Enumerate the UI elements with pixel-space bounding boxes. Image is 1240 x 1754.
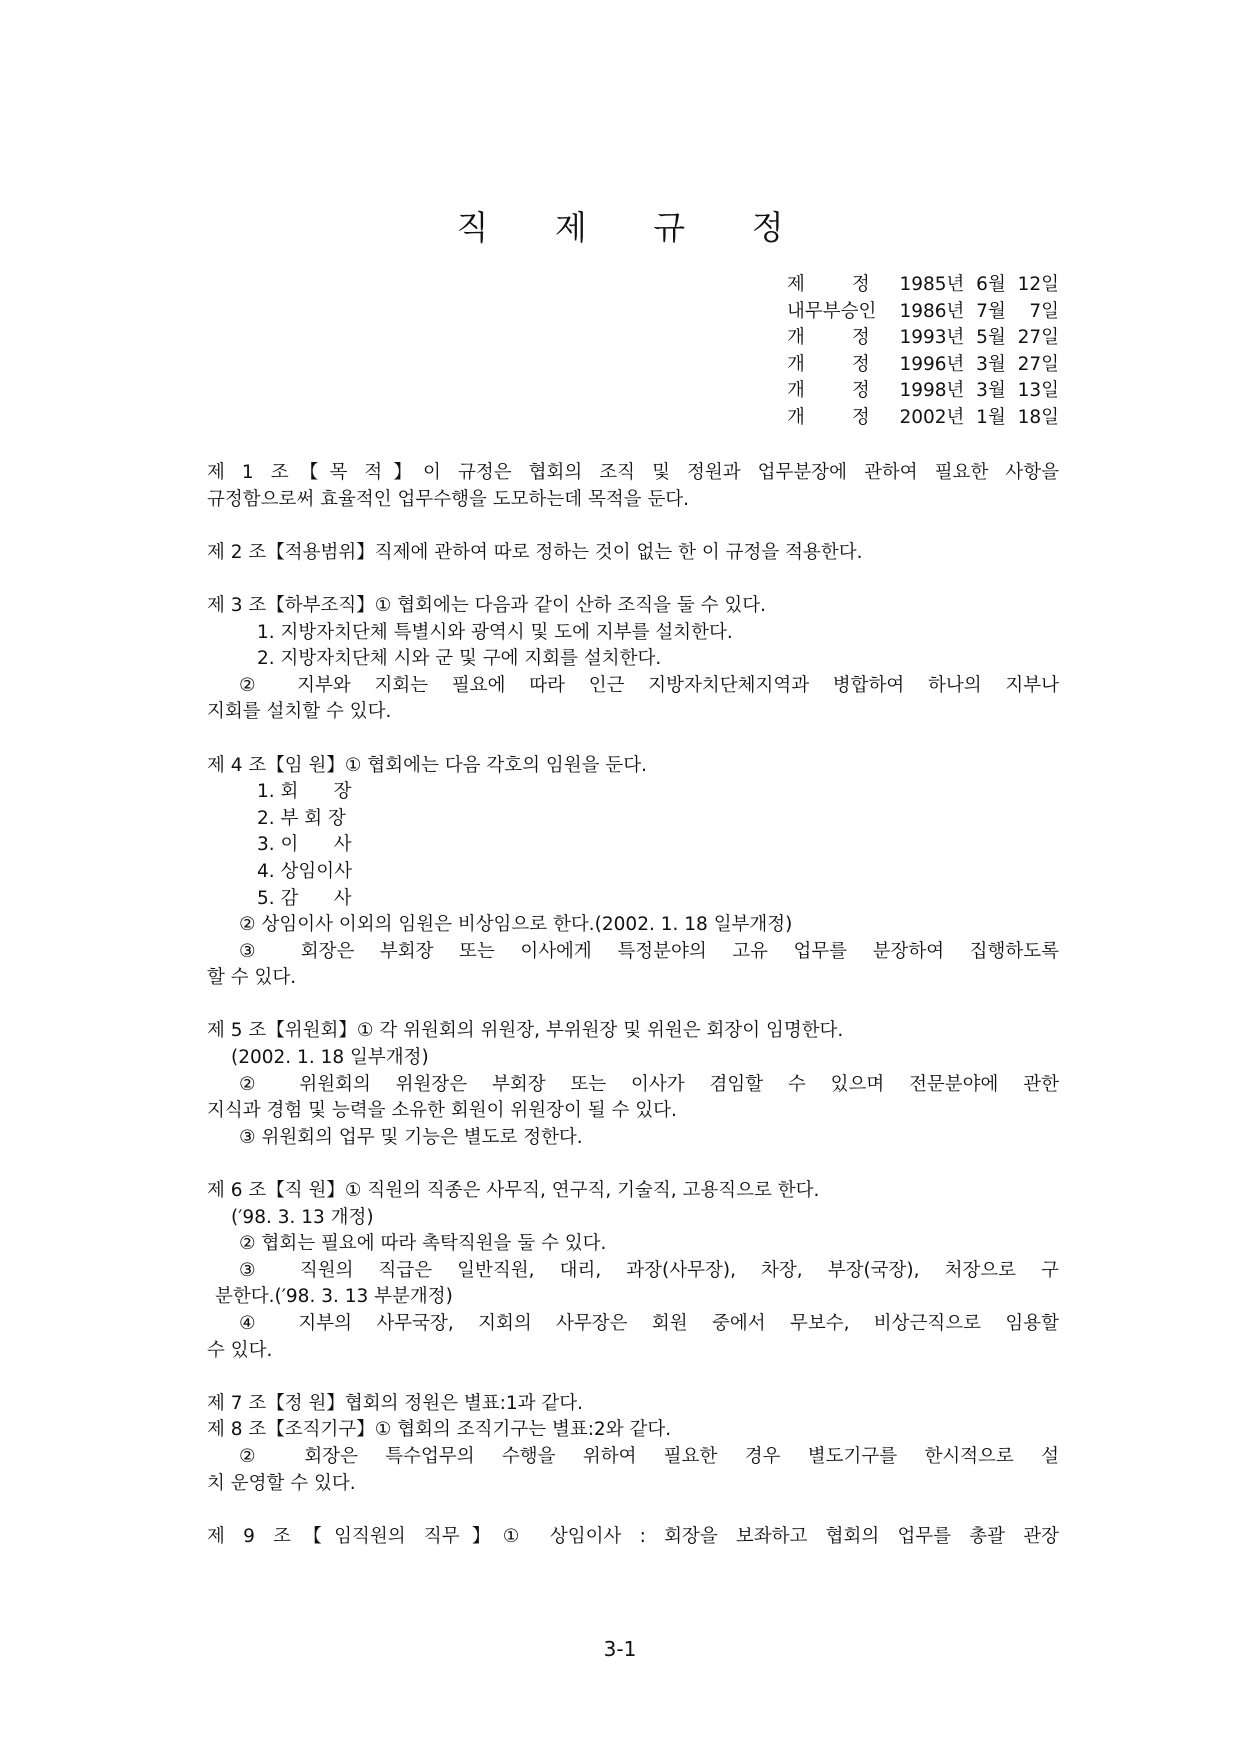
article-item: 4. 상임이사 [257,860,353,882]
revision-row [787,352,1059,379]
article-paragraph: 지회를 설치할 수 있다. [207,701,392,723]
article-9 [207,1524,1059,1551]
revision-history [787,272,1059,432]
article-4 [207,753,1059,992]
article-5 [207,1018,1059,1151]
regulation-body [207,460,1059,1577]
revision-date: 1985년 6월 12일 [899,274,1059,295]
revision-date: 1998년 3월 13일 [899,380,1059,402]
article-item: 1. 회 장 [257,781,352,803]
article-paragraph: ② 회장은 특수업무의 수행을 위하여 필요한 경우 별도기구를 한시적으로 설 [239,1445,1059,1467]
article-8 [207,1417,1059,1497]
revision-date: 1993년 5월 27일 [899,327,1059,349]
article-paragraph: 치 운영할 수 있다. [207,1472,356,1494]
revision-row [787,405,1059,432]
document-title: 직 제 규 정 [456,208,812,247]
revision-row [787,299,1059,326]
article-amendment: (2002. 1. 18 일부개정) [231,1047,429,1069]
article-paragraph: ④ 지부의 사무국장, 지회의 사무장은 회원 중에서 무보수, 비상근직으로 임용할 [239,1313,1059,1334]
revision-label: 제 정 [787,274,870,295]
article-2 [207,540,1059,567]
article-paragraph: 수 있다. [207,1339,273,1361]
article-paragraph: ② 위원회의 위원장은 부회장 또는 이사가 겸임할 수 있으며 전문분야에 관한 [239,1073,1059,1095]
article-text: 제 7 조【정 원】협회의 정원은 별표:1과 같다. [207,1392,584,1414]
article-paragraph: ② 지부와 지회는 필요에 따라 인근 지방자치단체지역과 병합하여 하나의 지부나 [239,674,1059,696]
revision-row [787,272,1059,299]
revision-date: 1996년 3월 27일 [899,353,1059,375]
article-3 [207,593,1059,726]
article-item: 2. 부 회 장 [257,807,346,829]
revision-row [787,325,1059,352]
article-paragraph: ③ 직원의 직급은 일반직원, 대리, 과장(사무장), 차장, 부장(국장), 처장으로 구 [239,1259,1059,1281]
article-item: 5. 감 사 [257,887,352,909]
article-paragraph: 할 수 있다. [207,967,297,989]
article-7 [207,1391,1059,1418]
article-paragraph: 분한다.(′98. 3. 13 부분개정) [215,1286,453,1308]
article-1 [207,460,1059,513]
article-paragraph: ② 상임이사 이외의 임원은 비상임으로 한다.(2002. 1. 18 일부개정) [239,914,793,936]
article-paragraph: 지식과 경험 및 능력을 소유한 회원이 위원장이 될 수 있다. [207,1100,677,1122]
revision-row [787,378,1059,405]
article-text: 제 1 조【목 적】이 규정은 협회의 조직 및 정원과 업무분장에 관하여 필요한 사항을 [207,462,1059,483]
article-paragraph: ③ 회장은 부회장 또는 이사에게 특정분야의 고유 업무를 분장하여 집행하도록 [239,940,1059,962]
revision-date: 1986년 7월 7일 [899,300,1059,322]
revision-label: 개 정 [787,380,870,402]
article-text: 제 6 조【직 원】① 직원의 직종은 사무직, 연구직, 기술직, 고용직으로 한다. [207,1180,820,1202]
article-text: 제 8 조【조직기구】① 협회의 조직기구는 별표:2와 같다. [207,1419,672,1441]
revision-label: 내무부승인 [787,300,877,322]
article-text: 제 4 조【임 원】① 협회에는 다음 각호의 임원을 둔다. [207,754,647,776]
revision-label: 개 정 [787,406,870,428]
revision-date: 2002년 1월 18일 [899,406,1059,428]
article-text: 제 9 조【임직원의 직무】① 상임이사 : 회장을 보좌하고 협회의 업무를 총괄 관장 [207,1525,1059,1547]
page-number: 3-1 [603,1637,637,1661]
article-paragraph: ② 협회는 필요에 따라 촉탁직원을 둘 수 있다. [239,1233,607,1255]
article-item: 2. 지방자치단체 시와 군 및 구에 지회를 설치한다. [257,648,662,670]
article-item: 3. 이 사 [257,834,352,856]
article-item: 1. 지방자치단체 특별시와 광역시 및 도에 지부를 설치한다. [257,621,733,643]
revision-label: 개 정 [787,327,870,349]
article-amendment: (′98. 3. 13 개정) [231,1206,374,1228]
revision-label: 개 정 [787,353,870,375]
article-text: 규정함으로써 효율적인 업무수행을 도모하는데 목적을 둔다. [207,488,690,510]
article-6 [207,1178,1059,1364]
article-text: 제 5 조【위원회】① 각 위원회의 위원장, 부위원장 및 위원은 회장이 임명한다. [207,1020,844,1042]
article-text: 제 2 조【적용범위】직제에 관하여 따로 정하는 것이 없는 한 이 규정을 적용한다. [207,541,863,563]
article-text: 제 3 조【하부조직】① 협회에는 다음과 같이 산하 조직을 둘 수 있다. [207,594,766,616]
article-paragraph: ③ 위원회의 업무 및 기능은 별도로 정한다. [239,1126,583,1148]
